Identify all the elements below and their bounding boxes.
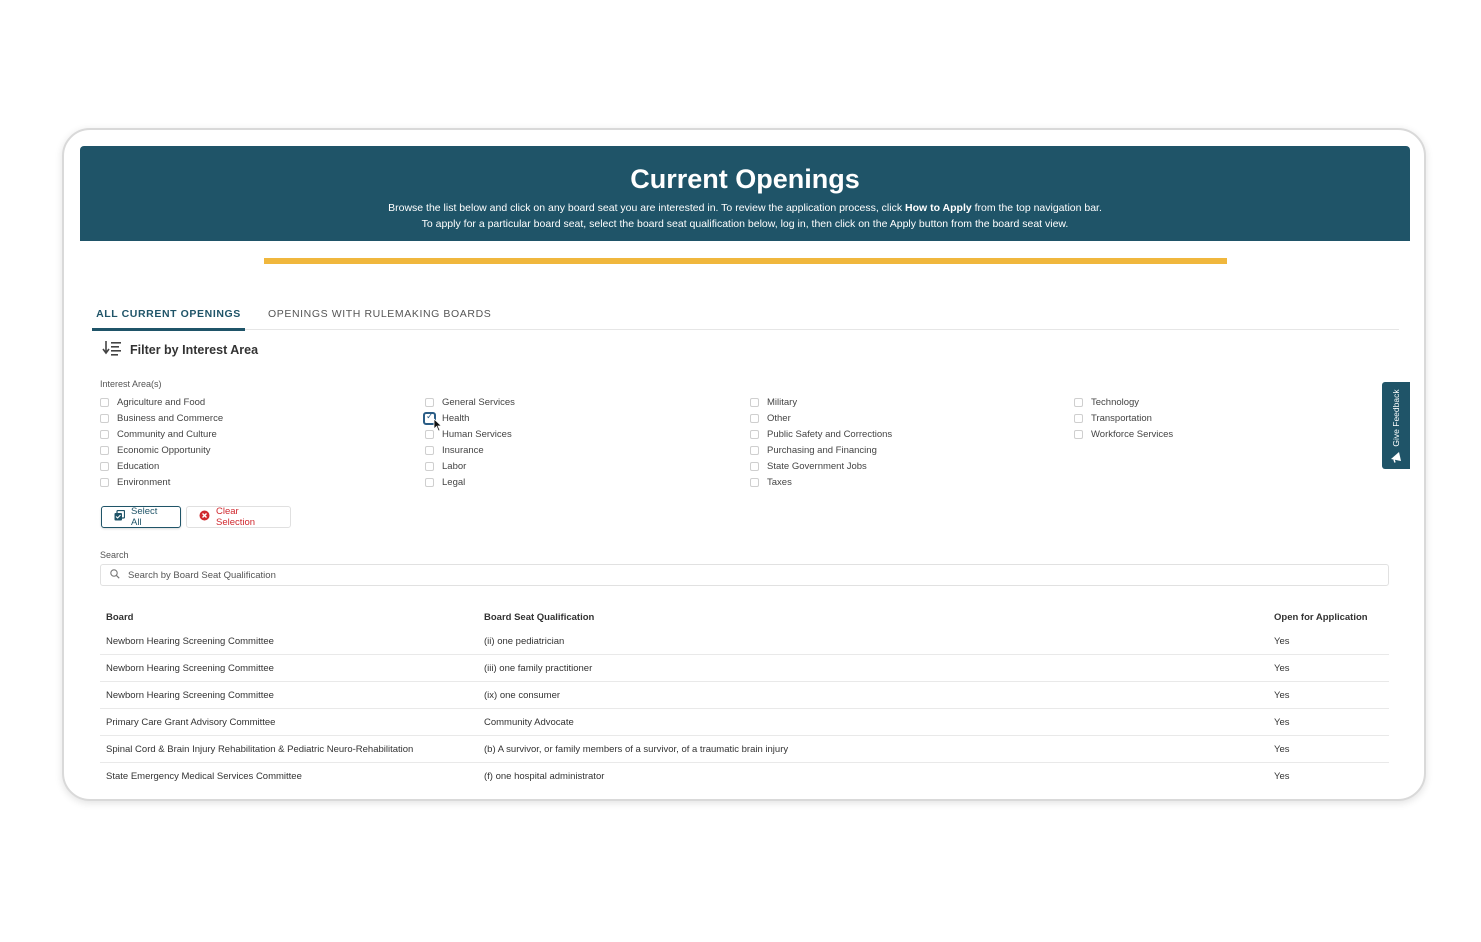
checkbox-box[interactable] xyxy=(100,446,109,455)
checkbox-public-safety-and-corrections[interactable]: Public Safety and Corrections xyxy=(750,426,892,442)
give-feedback-label: Give Feedback xyxy=(1391,389,1401,447)
tab-all-current-openings[interactable]: ALL CURRENT OPENINGS xyxy=(92,304,245,331)
checkbox-human-services[interactable]: Human Services xyxy=(425,426,515,442)
cell-board: Primary Care Grant Advisory Committee xyxy=(106,716,276,728)
checkbox-general-services[interactable]: General Services xyxy=(425,394,515,410)
search-field[interactable] xyxy=(100,564,1389,586)
checkbox-box[interactable] xyxy=(750,430,759,439)
cell-qualification[interactable]: (b) A survivor, or family members of a survivor, of a traumatic brain injury xyxy=(484,743,789,755)
checkbox-box[interactable] xyxy=(100,414,109,423)
checkbox-other[interactable]: Other xyxy=(750,410,892,426)
checkbox-box[interactable] xyxy=(100,398,109,407)
checkbox-box[interactable] xyxy=(425,398,434,407)
interest-column-4 xyxy=(1074,394,1173,442)
checkbox-box[interactable] xyxy=(425,478,434,487)
table-row[interactable] xyxy=(100,709,1389,736)
checkbox-workforce-services[interactable]: Workforce Services xyxy=(1074,426,1173,442)
checkbox-technology[interactable]: Technology xyxy=(1074,394,1173,410)
interest-column-2 xyxy=(425,394,515,490)
cell-open: Yes xyxy=(1274,662,1290,674)
cell-board: Newborn Hearing Screening Committee xyxy=(106,689,274,701)
cell-board: State Emergency Medical Services Committee xyxy=(106,770,302,782)
checkbox-agriculture-and-food[interactable]: Agriculture and Food xyxy=(100,394,223,410)
checkbox-purchasing-and-financing[interactable]: Purchasing and Financing xyxy=(750,442,892,458)
checkbox-transportation[interactable]: Transportation xyxy=(1074,410,1173,426)
sort-filter-icon xyxy=(102,340,122,361)
hero-instructions-line1: Browse the list below and click on any board seat you are interested in. To review the application process, click How to Apply from the top navigation bar. xyxy=(388,202,1102,214)
interest-area-label: Interest Area(s) xyxy=(100,379,162,389)
hero-instructions-line2: To apply for a particular board seat, select the board seat qualification below, log in, then click on the Apply button from the board seat view. xyxy=(421,218,1069,230)
checkbox-legal[interactable]: Legal xyxy=(425,474,515,490)
give-feedback-button[interactable] xyxy=(1382,382,1410,469)
select-all-icon xyxy=(114,510,125,524)
checkbox-box[interactable] xyxy=(100,462,109,471)
checkbox-box[interactable] xyxy=(1074,414,1083,423)
filter-title: Filter by Interest Area xyxy=(130,343,259,357)
cell-open: Yes xyxy=(1274,689,1290,701)
mouse-pointer-icon xyxy=(433,418,443,437)
checkbox-box[interactable] xyxy=(1074,398,1083,407)
cell-board: Newborn Hearing Screening Committee xyxy=(106,635,274,647)
cell-qualification[interactable]: (f) one hospital administrator xyxy=(484,770,605,782)
clear-selection-button[interactable]: Clear Selection xyxy=(186,506,291,528)
cell-qualification[interactable]: (iii) one family practitioner xyxy=(484,662,593,674)
table-header xyxy=(100,606,1389,628)
checkbox-box[interactable] xyxy=(750,462,759,471)
cell-board: Spinal Cord & Brain Injury Rehabilitation & Pediatric Neuro-Rehabilitation xyxy=(106,743,414,755)
accent-divider xyxy=(264,258,1227,264)
openings-table xyxy=(100,606,1389,789)
filter-header[interactable] xyxy=(102,340,258,360)
checkbox-health[interactable]: ✓ Health xyxy=(425,410,515,426)
checkbox-environment[interactable]: Environment xyxy=(100,474,223,490)
checkbox-box[interactable] xyxy=(100,478,109,487)
cell-qualification[interactable]: Community Advocate xyxy=(484,716,574,728)
table-row[interactable] xyxy=(100,736,1389,763)
checkbox-business-and-commerce[interactable]: Business and Commerce xyxy=(100,410,223,426)
tab-bar xyxy=(92,304,1399,330)
search-icon xyxy=(110,566,120,584)
table-row[interactable] xyxy=(100,682,1389,709)
checkbox-box[interactable] xyxy=(750,414,759,423)
cell-open: Yes xyxy=(1274,635,1290,647)
app-window xyxy=(62,128,1426,801)
search-label: Search xyxy=(100,550,129,560)
page-title: Current Openings xyxy=(630,164,860,194)
checkbox-taxes[interactable]: Taxes xyxy=(750,474,892,490)
how-to-apply-text: How to Apply xyxy=(905,202,972,214)
checkbox-box[interactable] xyxy=(750,478,759,487)
cell-qualification[interactable]: (ii) one pediatrician xyxy=(484,635,565,647)
search-input[interactable] xyxy=(126,569,1330,582)
column-header-board: Board xyxy=(106,611,134,623)
checkbox-box[interactable] xyxy=(100,430,109,439)
tab-openings-with-rulemaking-boards[interactable]: OPENINGS WITH RULEMAKING BOARDS xyxy=(268,308,492,320)
cell-open: Yes xyxy=(1274,743,1290,755)
megaphone-icon xyxy=(1390,450,1402,468)
checkbox-box[interactable] xyxy=(750,398,759,407)
checkbox-community-and-culture[interactable]: Community and Culture xyxy=(100,426,223,442)
checkbox-box[interactable] xyxy=(425,446,434,455)
interest-column-1 xyxy=(100,394,223,490)
table-row[interactable] xyxy=(100,655,1389,682)
column-header-qualification: Board Seat Qualification xyxy=(484,611,595,623)
column-header-open: Open for Application xyxy=(1274,611,1368,623)
select-all-button[interactable]: Select All xyxy=(101,506,181,528)
interest-column-3 xyxy=(750,394,892,490)
hero-banner xyxy=(80,146,1410,241)
checkbox-economic-opportunity[interactable]: Economic Opportunity xyxy=(100,442,223,458)
table-row[interactable] xyxy=(100,628,1389,655)
checkbox-military[interactable]: Military xyxy=(750,394,892,410)
cell-open: Yes xyxy=(1274,770,1290,782)
checkbox-state-government-jobs[interactable]: State Government Jobs xyxy=(750,458,892,474)
cell-board: Newborn Hearing Screening Committee xyxy=(106,662,274,674)
clear-circle-x-icon xyxy=(199,510,210,524)
checkbox-box[interactable] xyxy=(425,462,434,471)
cell-qualification[interactable]: (ix) one consumer xyxy=(484,689,561,701)
cell-open: Yes xyxy=(1274,716,1290,728)
table-row[interactable] xyxy=(100,763,1389,789)
checkbox-labor[interactable]: Labor xyxy=(425,458,515,474)
checkbox-box[interactable] xyxy=(750,446,759,455)
checkbox-box[interactable] xyxy=(1074,430,1083,439)
checkbox-insurance[interactable]: Insurance xyxy=(425,442,515,458)
checkbox-education[interactable]: Education xyxy=(100,458,223,474)
